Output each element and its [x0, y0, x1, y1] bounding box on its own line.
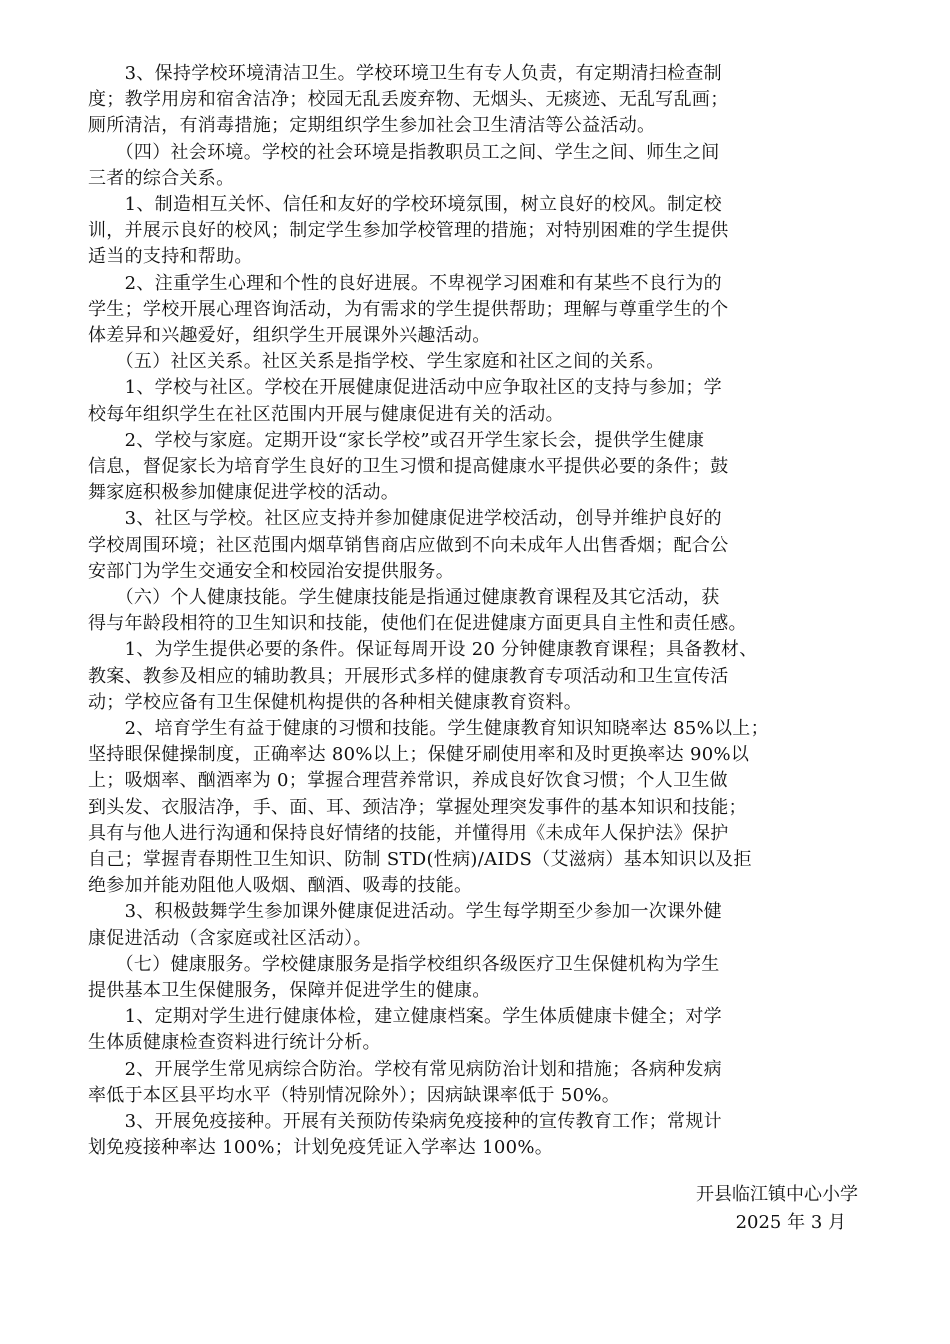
- text-line: 厕所清洁，有消毒措施；定期组织学生参加社会卫生清洁等公益活动。: [88, 115, 656, 137]
- text-line: 提供基本卫生保健服务，保障并促进学生的健康。: [88, 980, 491, 1001]
- text-line: 安部门为学生交通安全和校园治安提供服务。: [88, 560, 454, 582]
- text-line: （六）个人健康技能。学生健康技能是指通过健康教育课程及其它活动，获: [88, 587, 720, 608]
- text-line: 划免疫接种率达 100%；计划免疫凭证入学率达 100%。: [88, 1137, 554, 1159]
- text-line: 率低于本区县平均水平（特别情况除外）；因病缺课率低于 50%。: [88, 1084, 621, 1106]
- text-line: 1、学校与社区。学校在开展健康促进活动中应争取社区的支持与参加；学: [88, 377, 722, 399]
- text-line: 上；吸烟率、酗酒率为 0；掌握合理营养常识，养成良好饮食习惯；个人卫生做: [88, 770, 728, 792]
- text-line: 2、开展学生常见病综合防治。学校有常见病防治计划和措施；各病种发病: [88, 1058, 722, 1080]
- signature-date: 2025 年 3 月: [735, 1212, 846, 1233]
- text-line: （五）社区关系。社区关系是指学校、学生家庭和社区之间的关系。: [88, 351, 665, 373]
- text-line: 信息，督促家长为培育学生良好的卫生习惯和提高健康水平提供必要的条件；鼓: [88, 456, 729, 477]
- text-line: 1、为学生提供必要的条件。保证每周开设 20 分钟健康教育课程；具备教材、: [88, 639, 758, 661]
- text-line: 2、培育学生有益于健康的习惯和技能。学生健康教育知识知晓率达 85%以上；: [88, 718, 769, 739]
- text-line: 1、定期对学生进行健康体检，建立健康档案。学生体质健康卡健全；对学: [88, 1006, 722, 1028]
- text-line: 体差异和兴趣爱好，组织学生开展课外兴趣活动。: [88, 325, 491, 346]
- text-line: 坚持眼保健操制度，正确率达 80%以上；保健牙刷使用率和及时更换率达 90%以: [88, 744, 750, 766]
- text-line: 绝参加并能劝阻他人吸烟、酗酒、吸毒的技能。: [88, 875, 473, 897]
- text-line: 三者的综合关系。: [88, 167, 235, 189]
- text-line: 2、学校与家庭。定期开设“家长学校”或召开学生家长会，提供学生健康: [88, 429, 705, 451]
- text-line: 3、开展免疫接种。开展有关预防传染病免疫接种的宣传教育工作；常规计: [88, 1111, 722, 1132]
- text-line: 舞家庭积极参加健康促进学校的活动。: [88, 482, 400, 504]
- text-line: 1、制造相互关怀、信任和友好的学校环境氛围，树立良好的校风。制定校: [88, 194, 722, 215]
- text-line: 3、保持学校环境清洁卫生。学校环境卫生有专人负责，有定期清扫检查制: [88, 63, 722, 84]
- text-line: 得与年龄段相符的卫生知识和技能，使他们在促进健康方面更具自主性和责任感。: [88, 613, 747, 635]
- text-line: 康促进活动（含家庭或社区活动）。: [88, 927, 372, 949]
- text-line: 动；学校应备有卫生保健机构提供的各种相关健康教育资料。: [88, 691, 583, 713]
- text-line: 训，并展示良好的校风；制定学生参加学校管理的措施；对特别困难的学生提供: [88, 220, 729, 242]
- text-line: 度；教学用房和宿舍洁净；校园无乱丢废弃物、无烟头、无痰迹、无乱写乱画；: [88, 89, 729, 111]
- signature-organization: 开县临江镇中心小学: [696, 1184, 858, 1205]
- text-line: 具有与他人进行沟通和保持良好情绪的技能，并懂得用《未成年人保护法》保护: [88, 822, 729, 844]
- text-line: 生体质健康检查资料进行统计分析。: [88, 1032, 381, 1054]
- text-line: （七）健康服务。学校健康服务是指学校组织各级医疗卫生保健机构为学生: [88, 953, 720, 975]
- text-line: 2、注重学生心理和个性的良好进展。不卑视学习困难和有某些不良行为的: [88, 272, 722, 294]
- text-line: 校每年组织学生在社区范围内开展与健康促进有关的活动。: [88, 403, 564, 425]
- text-line: 3、积极鼓舞学生参加课外健康促进活动。学生每学期至少参加一次课外健: [88, 901, 722, 923]
- text-line: 教案、教参及相应的辅助教具；开展形式多样的健康教育专项活动和卫生宣传活: [88, 665, 729, 687]
- text-line: 学校周围环境；社区范围内烟草销售商店应做到不向未成年人出售香烟；配合公: [88, 534, 729, 556]
- text-line: 适当的支持和帮助。: [88, 246, 253, 268]
- text-line: 自己；掌握青春期性卫生知识、防制 STD(性病)/AIDS（艾滋病）基本知识以及拒: [88, 849, 752, 870]
- text-line: 3、社区与学校。社区应支持并参加健康促进学校活动，创导并维护良好的: [88, 508, 722, 530]
- text-line: 学生；学校开展心理咨询活动，为有需求的学生提供帮助；理解与尊重学生的个: [88, 298, 729, 320]
- text-line: 到头发、衣服洁净，手、面、耳、颈洁净；掌握处理突发事件的基本知识和技能；: [88, 796, 747, 818]
- text-line: （四）社会环境。学校的社会环境是指教职员工之间、学生之间、师生之间: [88, 141, 720, 163]
